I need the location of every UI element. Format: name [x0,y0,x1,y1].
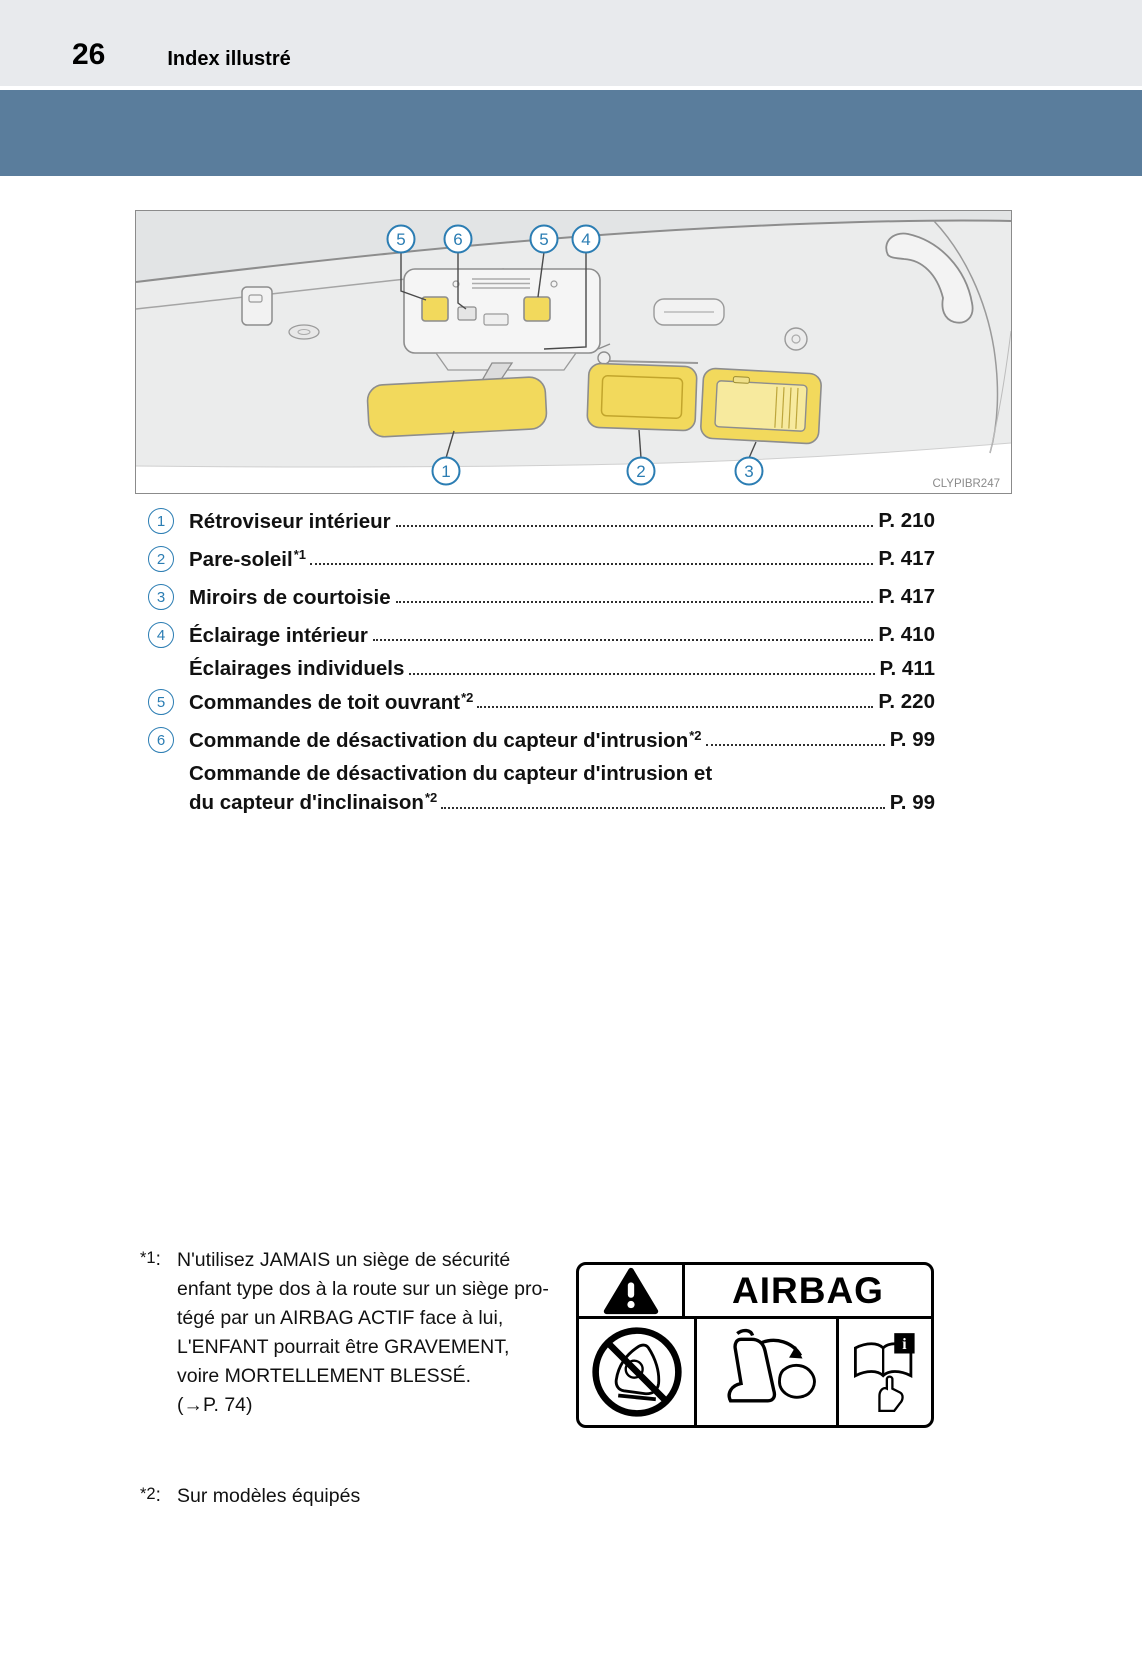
dot-leader [706,744,885,746]
footnote-2-text: Sur modèles équipés [177,1485,361,1507]
dot-leader [441,807,885,809]
footnote-1-marker: *1 : [140,1243,161,1273]
callout-number-spacer [148,790,174,816]
airbag-label-header [579,1265,931,1319]
rearview-mirror [367,376,547,437]
page-reference: P. 220 [878,690,935,713]
footnote-1-line: tégé par un AIRBAG ACTIF face à lui, [177,1307,504,1329]
svg-text:5: 5 [539,230,549,249]
page-header [0,0,1142,86]
warning-triangle-icon [579,1265,685,1316]
page-reference: P. 99 [889,728,935,751]
left-sensor [242,287,272,325]
callout-number-badge: 5 [148,689,174,715]
title-band [0,90,1142,176]
index-label: Éclairage intérieur [189,623,368,647]
callout-circle-4 [573,226,600,253]
index-row-4 [148,616,935,654]
index-row-3 [148,578,935,616]
svg-text:2: 2 [636,462,646,481]
callout-circle-5b [531,226,558,253]
footnote-1-line: L'ENFANT pourrait être GRAVEMENT, [177,1336,510,1358]
index-row-4b [148,654,935,683]
index-label: Pare-soleil$^{*1}$ [189,546,306,571]
index-row-6 [148,721,935,759]
index-label: Miroirs de courtoisie [189,585,391,609]
svg-text:4: 4 [581,230,591,249]
index-row-6c [148,788,935,817]
index-label: Rétroviseur intérieur [189,509,391,533]
visor-clip [598,352,610,364]
dot-leader [409,673,874,675]
figure-box [135,210,1012,494]
sunroof-switch-right [524,297,550,321]
page-reference: P. 99 [889,790,935,814]
index-label: du capteur d'inclinaison$^{*2}$ [189,790,438,814]
car-ceiling-illustration [136,211,1011,493]
no-rear-facing-child-seat-icon [579,1319,697,1425]
page-number: 26 [72,38,106,71]
callout-number-badge: 4 [148,622,174,648]
coat-hook [785,328,807,350]
index-row-1 [148,502,935,540]
dot-leader [396,601,874,603]
callout-number-badge: 1 [148,508,174,534]
page-reference: P. 417 [878,585,935,608]
footnote-1-line: N'utilisez JAMAIS un siège de sécurité [177,1249,511,1271]
callout-number-spacer [148,656,174,682]
dot-leader [373,639,873,641]
airbag-label-title: AIRBAG [732,1269,884,1311]
callout-number-badge: 2 [148,546,174,572]
page-reference: P. 411 [879,656,935,680]
page-reference: P. 417 [878,547,935,570]
svg-text:3: 3 [744,462,754,481]
airbag-label-pictograms [579,1319,931,1425]
dot-leader [477,706,873,708]
index-label: Éclairages individuels [189,657,405,680]
page-reference: P. 410 [878,623,935,646]
footnote-1-line: (→P. 74) [177,1394,253,1416]
callout-circle-2 [628,458,655,485]
footnote-1 [140,1246,580,1420]
index-label: Commande de désactivation du capteur d'intrusion$^{*2}$ [189,727,702,752]
sunroof-switch-left [422,297,448,321]
ceiling-vent [289,325,319,339]
callout-circle-1 [433,458,460,485]
figure-code: CLYPIBR247 [932,478,1000,490]
footnote-1-line: voire MORTELLEMENT BLESSÉ. [177,1365,472,1387]
sun-visor [587,363,697,431]
svg-text:6: 6 [453,230,463,249]
index-row-5 [148,683,935,721]
callout-number-badge: 6 [148,727,174,753]
callout-circle-5a [388,226,415,253]
index-label: Commandes de toit ouvrant$^{*2}$ [189,689,474,714]
intrusion-sensor-switch [458,307,476,320]
index-row-6b [148,759,935,788]
airbag-warning-label [576,1262,934,1428]
footnote-2 [140,1482,580,1511]
callout-circle-6 [445,226,472,253]
svg-text:5: 5 [396,230,406,249]
index-label: Commande de désactivation du capteur d'intrusion et [189,761,713,785]
pointing-hand-icon [879,1377,902,1411]
callout-number-badge: 3 [148,584,174,610]
dot-leader [310,563,873,565]
footnote-1-line: enfant type dos à la route sur un siège pro- [177,1278,549,1300]
svg-text:1: 1 [441,462,451,481]
section-title: Index illustré [167,48,291,70]
callout-number-spacer [148,761,174,787]
illustrated-index-list [148,502,935,817]
page-reference: P. 210 [878,509,935,532]
svg-text:i: i [902,1335,907,1353]
airbag-deployment-seat-icon [697,1319,839,1425]
index-row-2 [148,540,935,578]
dot-leader [396,525,874,527]
owners-manual-icon [839,1319,931,1425]
footnote-2-marker: *2 : [140,1479,161,1509]
callout-circle-3 [736,458,763,485]
